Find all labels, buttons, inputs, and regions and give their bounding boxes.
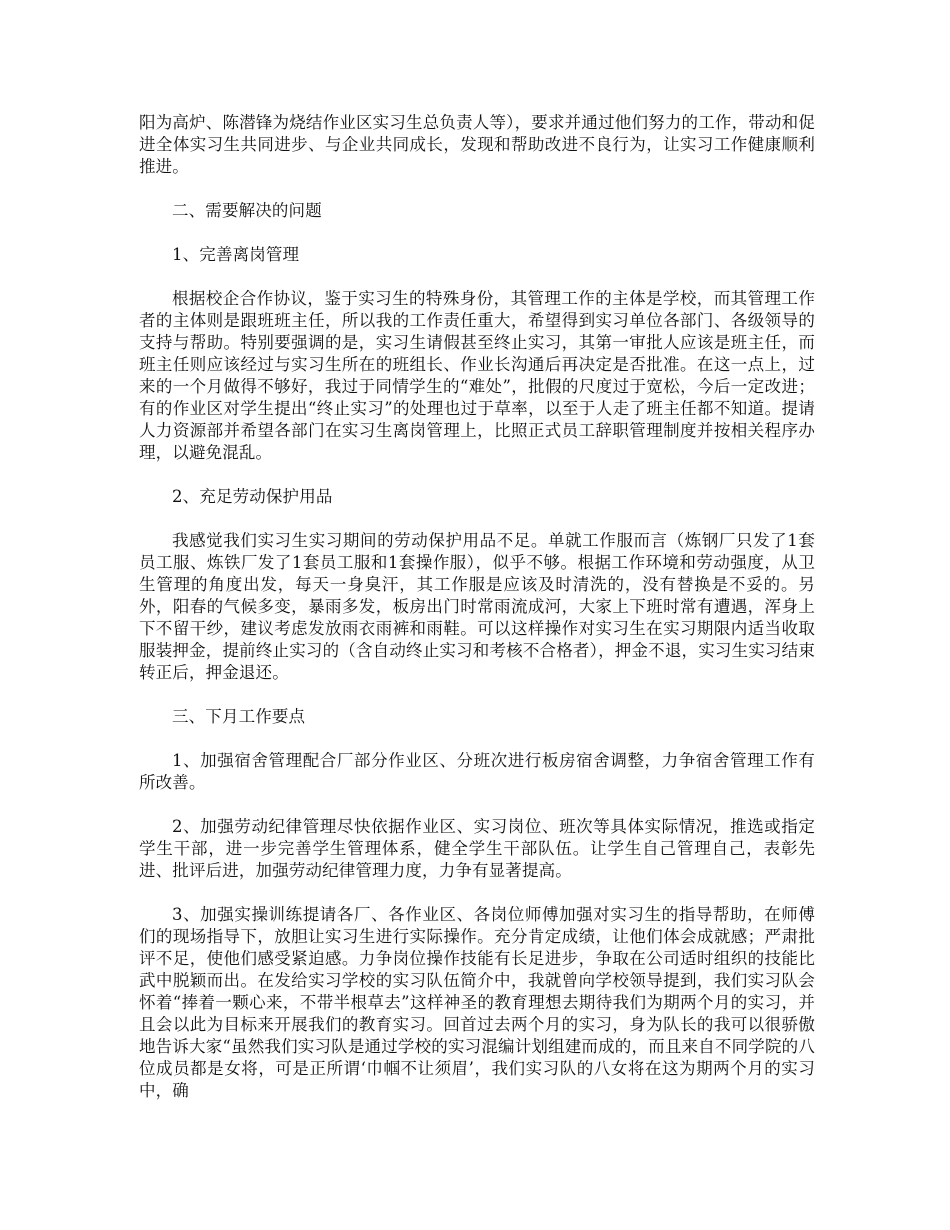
paragraph-protective-supplies: 我感觉我们实习生实习期间的劳动保护用品不足。单就工作服而言（炼钢厂只发了1套员工服、炼铁厂发了1套员工服和1套操作服），似乎不够。根据工作环境和劳动强度，从卫生管理的角度出发，每天一身臭汗，其工作服是应该及时清洗的，没有替换是不妥的。另外，阳春的气候多变，暴雨多发，板房出门时常雨流成河，大家上下班时常有遭遇，浑身上下不留干纱，建议考虑发放雨衣雨裤和雨鞋。可以这样操作对实习生在实习期限内适当收取服装押金，提前终止实习的（含自动终止实习和考核不合格者），押金不退，实习生实习结束转正后，押金退还。: [139, 531, 815, 682]
paragraph-leave-management: 根据校企合作协议，鉴于实习生的特殊身份，其管理工作的主体是学校，而其管理工作者的主体则是跟班班主任，所以我的工作责任重大，希望得到实习单位各部门、各级领导的支持与帮助。特别要强调的是，实习生请假甚至终止实习，其第一审批人应该是班主任，而班主任则应该经过与实习生所在的班组长、作业长沟通后再决定是否批准。在这一点上，过来的一个月做得不够好，我过于同情学生的“难处”，批假的尺度过于宽松，今后一定改进；有的作业区对学生提出“终止实习”的处理也过于草率，以至于人走了班主任都不知道。提请人力资源部并希望各部门在实习生离岗管理上，比照正式员工辞职管理制度并按相关程序办理，以避免混乱。: [139, 289, 815, 462]
subheading-leave-management: 1、完善离岗管理: [172, 245, 300, 264]
section-heading-next-month: 三、下月工作要点: [172, 707, 306, 726]
section-heading-problems: 二、需要解决的问题: [172, 201, 322, 220]
paragraph-continuation: 阳为高炉、陈潜锋为烧结作业区实习生总负责人等），要求并通过他们努力的工作，带动和促进全体实习生共同进步、与企业共同成长，发现和帮助改进不良行为，让实习工作健康顺利推进。: [139, 113, 815, 176]
document-page: [139, 112, 815, 1102]
paragraph-labor-discipline: 2、加强劳动纪律管理尽快依据作业区、实习岗位、班次等具体实际情况，推选或指定学生干部，进一步完善学生管理体系，健全学生干部队伍。让学生自己管理自己，表彰先进、批评后进，加强劳动纪律管理力度，力争有显著提高。: [139, 817, 815, 880]
paragraph-dorm-management: 1、加强宿舍管理配合厂部分作业区、分班次进行板房宿舍调整，力争宿舍管理工作有所改善。: [139, 751, 815, 792]
paragraph-practical-training: 3、加强实操训练提请各厂、各作业区、各岗位师傅加强对实习生的指导帮助，在师傅们的现场指导下，放胆让实习生进行实际操作。充分肯定成绩，让他们体会成就感；严肃批评不足，使他们感受紧迫感。力争岗位操作技能有长足进步，争取在公司适时组织的技能比武中脱颖而出。在发给实习学校的实习队伍简介中，我就曾向学校领导提到，我们实习队会怀着“捧着一颗心来，不带半根草去”这样神圣的教育理想去期待我们为期两个月的实习，并且会以此为目标来开展我们的教育实习。回首过去两个月的实习，身为队长的我可以很骄傲地告诉大家“虽然我们实习队是通过学校的实习混编计划组建而成的，而且来自不同学院的八位成员都是女将，可是正所谓‘巾帼不让须眉’，我们实习队的八女将在这为期两个月的实习中，确: [139, 905, 815, 1100]
subheading-protective-supplies: 2、充足劳动保护用品: [172, 487, 333, 506]
